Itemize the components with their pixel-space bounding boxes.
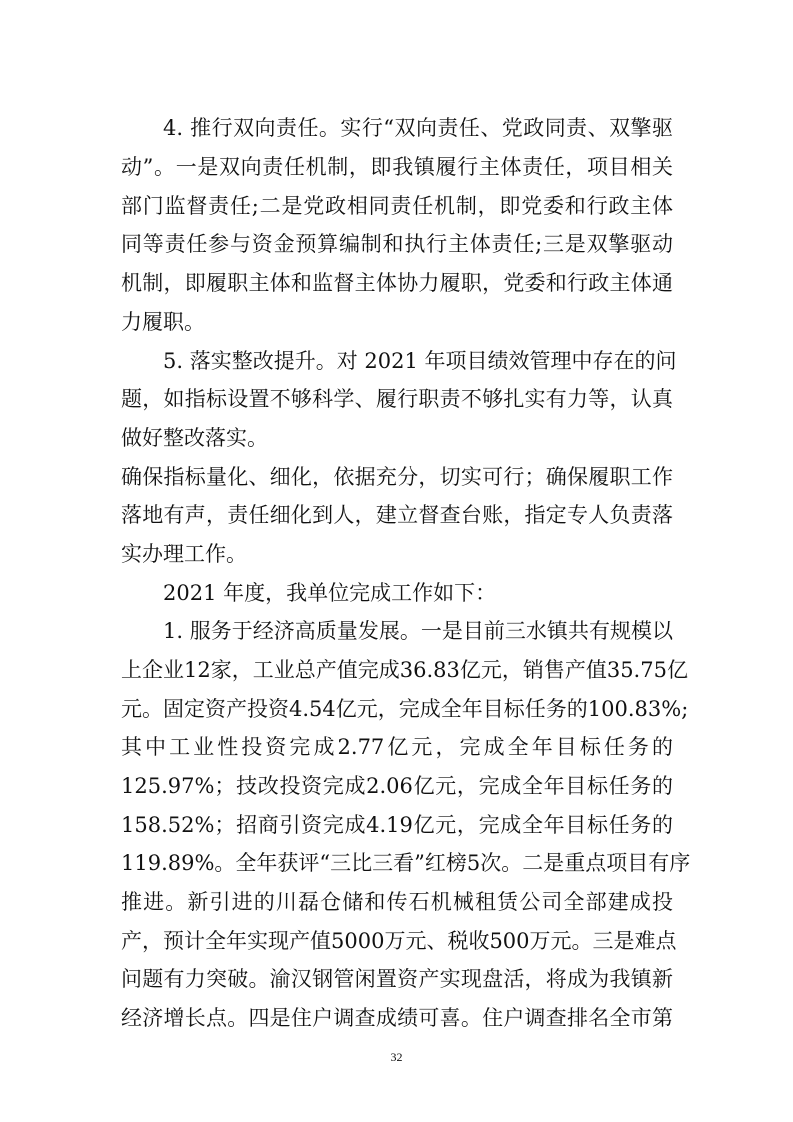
paragraph-5-line-3: 做好整改落实。 [121, 426, 268, 450]
paragraph-1-line-9: 产，预计全年实现产值5000万元、税收500万元。三是难点 [121, 929, 677, 953]
paragraph-1-line-3: 元。固定资产投资4.54亿元，完成全年目标任务的100.83%; [121, 697, 689, 721]
paragraph-5-line-2: 题，如指标设置不够科学、履行职责不够扎实有力等，认真 [121, 387, 673, 411]
paragraph-5-line-1: 5. 落实整改提升。对 2021 年项目绩效管理中存在的问 [163, 349, 677, 373]
paragraph-6-line-3: 实办理工作。 [121, 542, 247, 566]
paragraph-4-line-2: 动”。一是双向责任机制，即我镇履行主体责任，项目相关 [121, 155, 673, 179]
paragraph-4-line-4: 同等责任参与资金预算编制和执行主体责任;三是双擎驱动 [121, 232, 673, 256]
paragraph-1-line-1: 1. 服务于经济高质量发展。一是目前三水镇共有规模以 [163, 619, 673, 643]
page-number: 32 [390, 1050, 403, 1064]
paragraph-1-line-11: 经济增长点。四是住户调查成绩可喜。住户调查排名全市第 [121, 1006, 673, 1030]
paragraph-1-line-4: 其中工业性投资完成2.77亿元，完成全年目标任务的 [121, 735, 673, 759]
paragraph-4-line-1: 4. 推行双向责任。实行“双向责任、党政同责、双擎驱 [163, 116, 673, 140]
paragraph-4-line-5: 机制，即履职主体和监督主体协力履职，党委和行政主体通 [121, 271, 673, 295]
section-intro-line: 2021 年度，我单位完成工作如下： [163, 581, 497, 605]
paragraph-4-line-6: 力履职。 [121, 310, 205, 334]
paragraph-1-line-7: 119.89%。全年获评“三比三看”红榜5次。二是重点项目有序 [121, 851, 691, 875]
paragraph-6-line-1: 确保指标量化、细化，依据充分，切实可行；确保履职工作 [121, 465, 673, 489]
paragraph-1-line-6: 158.52%；招商引资完成4.19亿元，完成全年目标任务的 [121, 813, 673, 837]
paragraph-1-line-8: 推进。新引进的川磊仓储和传石机械租赁公司全部建成投 [121, 890, 673, 914]
paragraph-1-line-2: 上企业12家，工业总产值完成36.83亿元，销售产值35.75亿 [121, 658, 688, 682]
paragraph-4-line-3: 部门监督责任;二是党政相同责任机制，即党委和行政主体 [121, 194, 673, 218]
paragraph-1-line-10: 问题有力突破。渝汉钢管闲置资产实现盘活，将成为我镇新 [121, 967, 673, 991]
paragraph-1-line-5: 125.97%；技改投资完成2.06亿元，完成全年目标任务的 [121, 774, 673, 798]
paragraph-6-line-2: 落地有声，责任细化到人，建立督查台账，指定专人负责落 [121, 503, 673, 527]
